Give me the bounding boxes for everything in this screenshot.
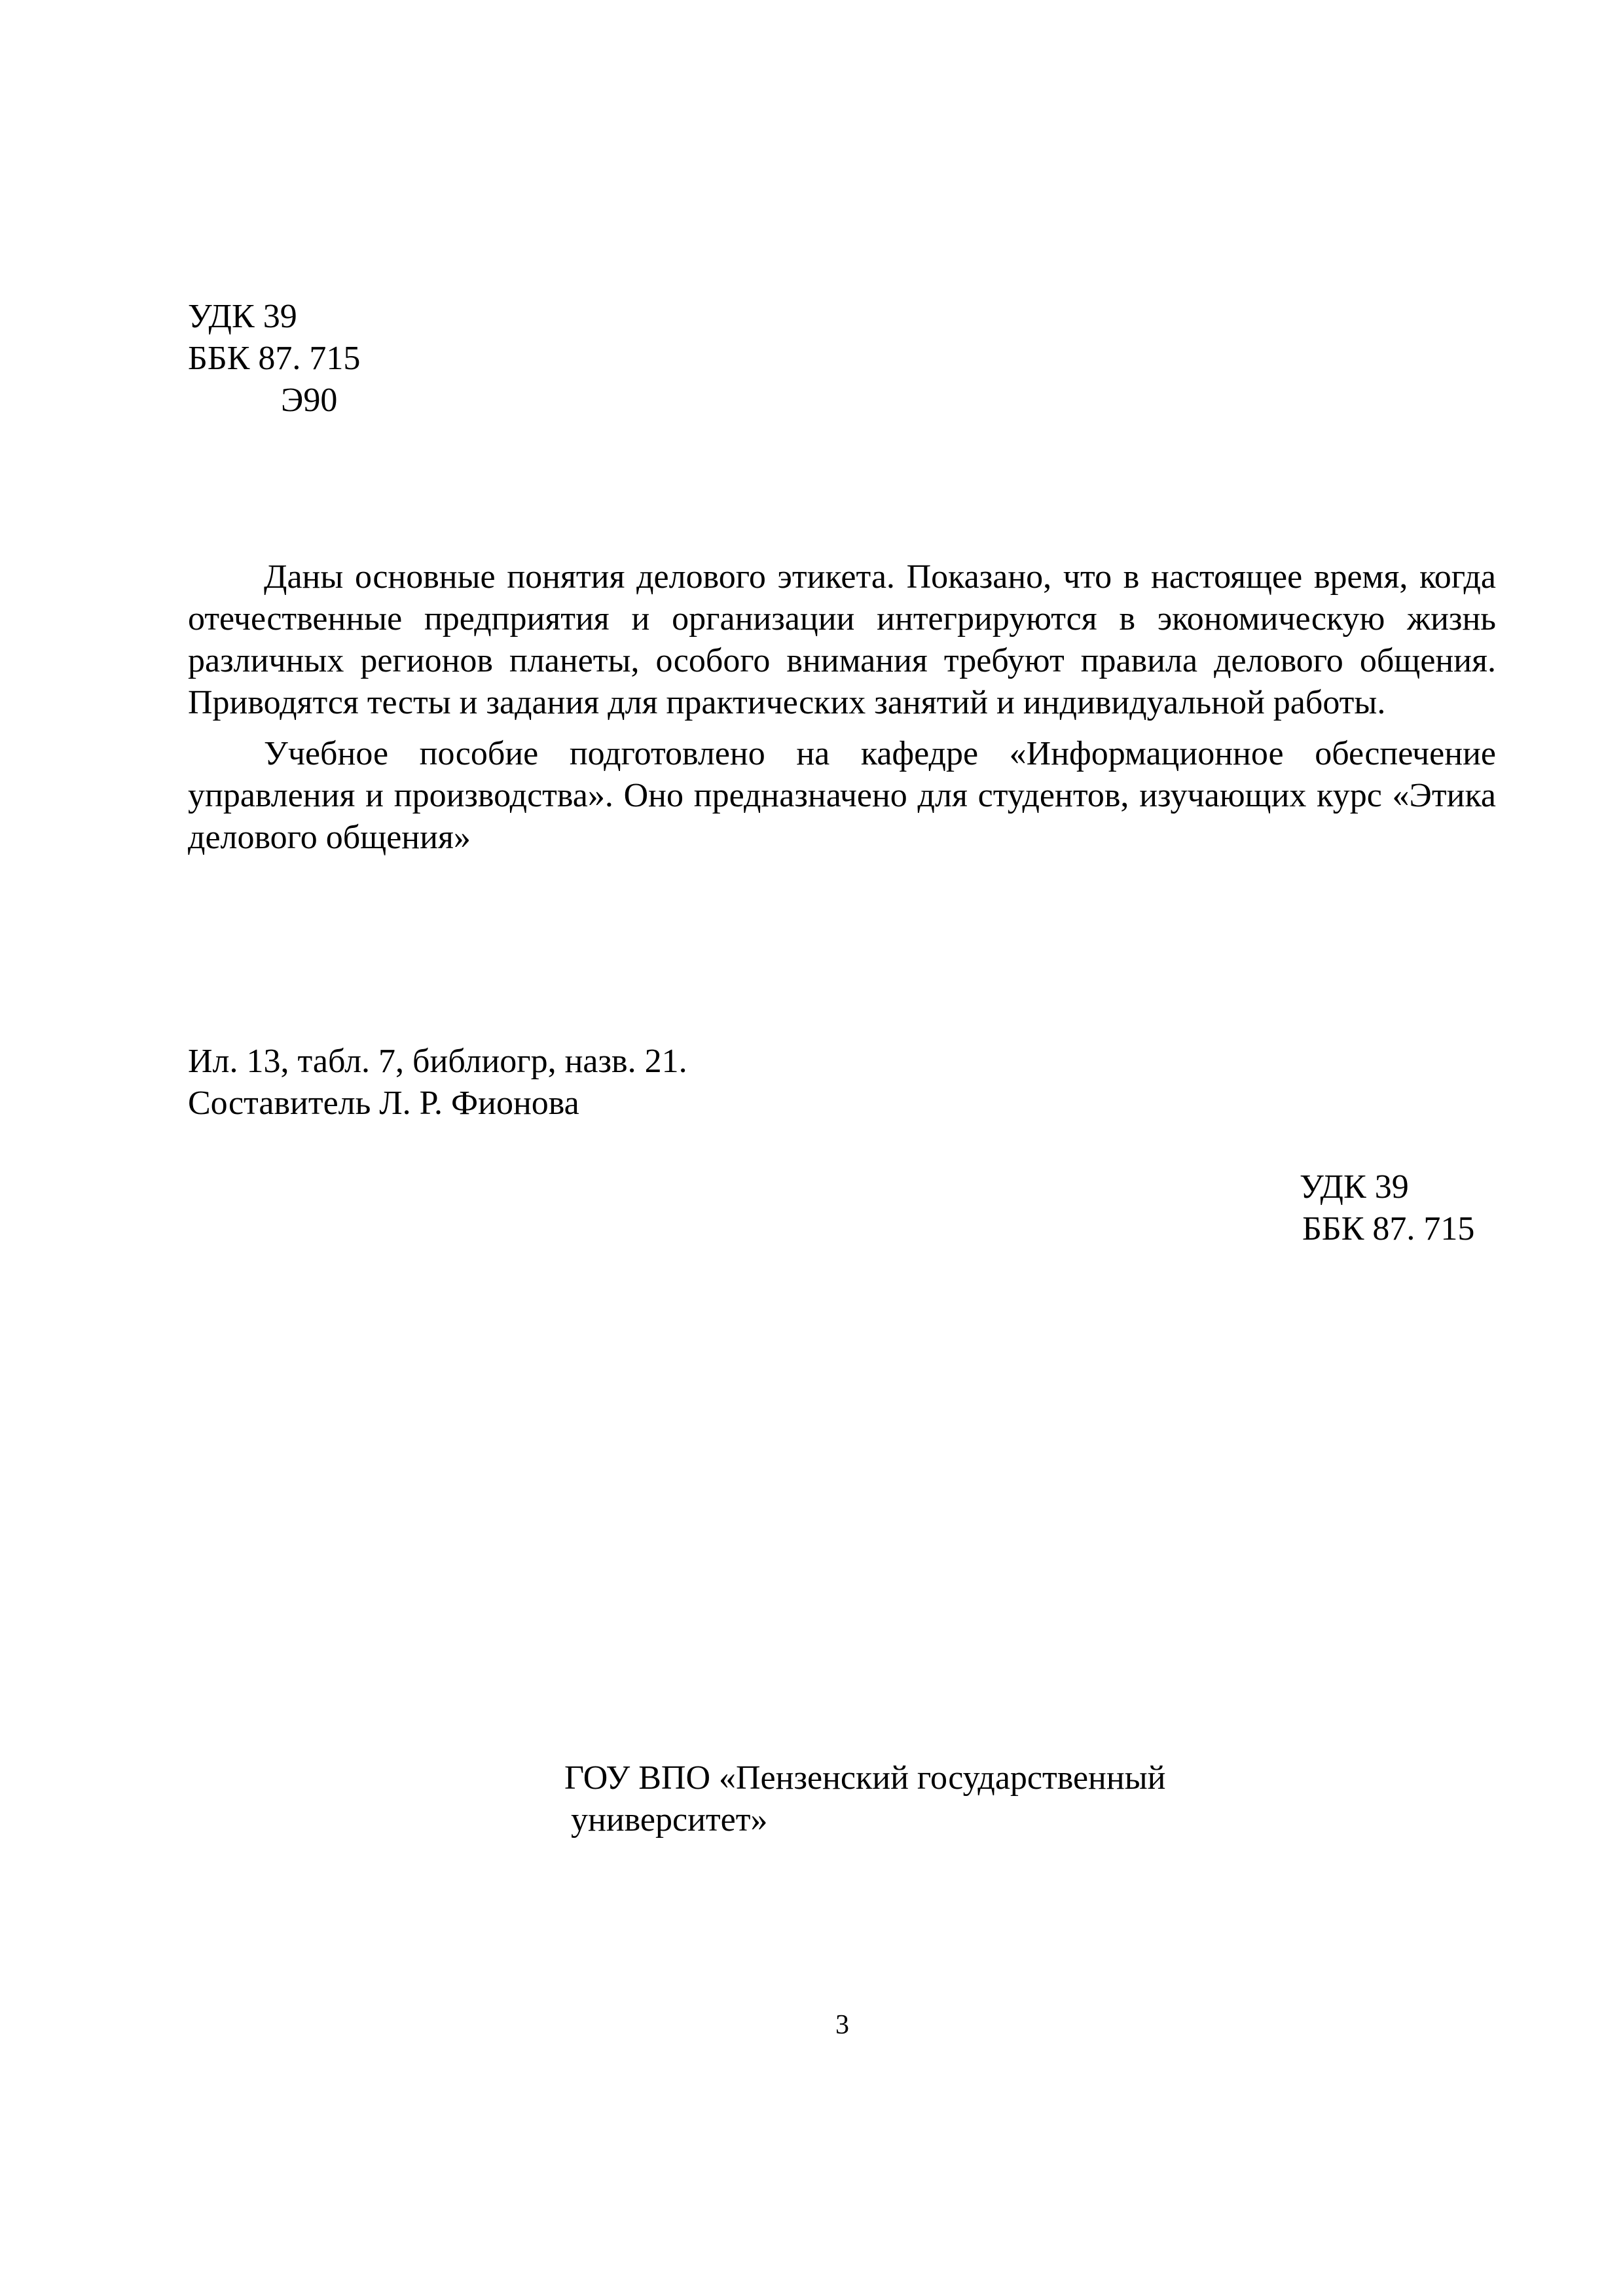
udk-code-bottom: УДК 39 [1300,1168,1409,1206]
udk-code: УДК 39 [188,298,297,335]
publication-info [188,1041,687,1124]
publisher-line-2: университет» [571,1801,768,1839]
bbk-code: ББК 87. 715 [188,340,361,377]
publisher-line-1: ГОУ ВПО «Пензенский государственный [564,1759,1166,1797]
illustrations-count: Ил. 13, табл. 7, библиогр, назв. 21. [188,1043,687,1080]
page-number: 3 [835,2010,849,2040]
footer-classification-codes [1300,1166,1474,1250]
compiler: Составитель Л. Р. Фионова [188,1085,579,1122]
author-sign: Э90 [281,382,338,419]
annotation [188,556,1496,859]
header-classification-codes [188,296,360,422]
annotation-paragraph-1: Даны основные понятия делового этикета. Показано, что в настоящее время, когда отечественные предприятия и организации интегрируются в экономическую жизнь различных регионов планеты, особого внимания требуют правила делового общения. Приводятся тесты и задания для практических занятий и индивидуальной работы. [188,558,1496,721]
bbk-code-bottom: ББК 87. 715 [1302,1210,1475,1247]
annotation-paragraph-2: Учебное пособие подготовлено на кафедре «Информационное обеспечение управления и производства». Оно предназначено для студентов, изучающих курс «Этика делового общения» [188,735,1496,856]
publisher-copyright [564,1757,1165,1841]
